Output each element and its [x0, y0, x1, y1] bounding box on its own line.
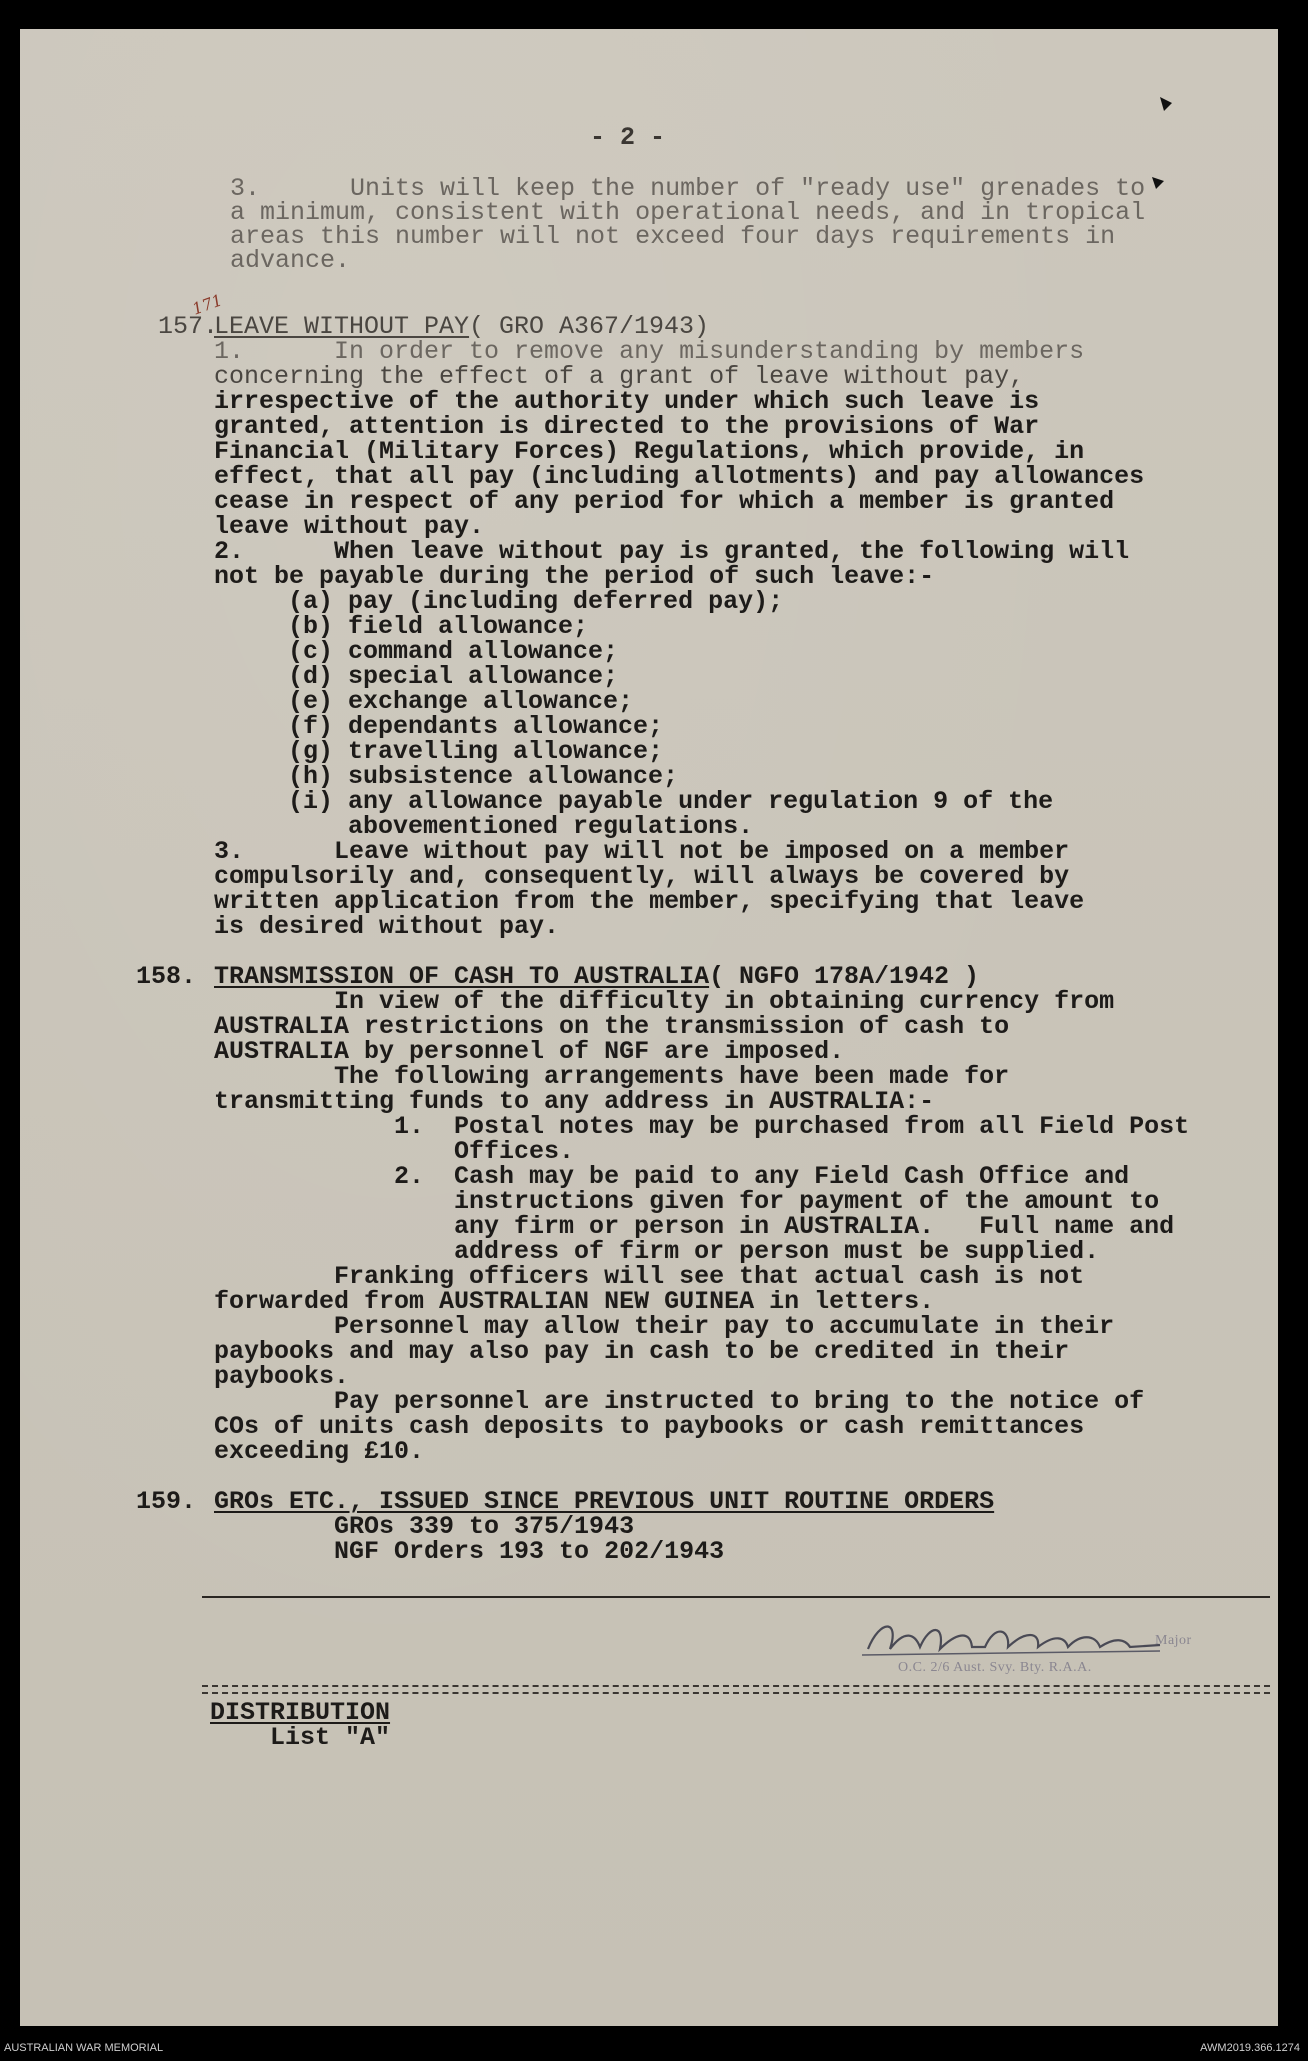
section-157-para1-line-2: concerning the effect of a grant of leave without pay, [214, 362, 1025, 391]
section-158-line-12: Franking officers will see that actual cash is not [214, 1262, 1085, 1291]
section-157-para1-line-6: effect, that all pay (including allotments) and pay allowances [214, 462, 1145, 491]
double-dashed-divider [202, 1685, 1270, 1694]
section-3-line-3: areas this number will not exceed four days requirements in [230, 222, 1116, 251]
list-item-i-cont: abovementioned regulations. [288, 812, 754, 841]
section-157-number: 157. [158, 312, 219, 341]
section-158-line-10: any firm or person in AUSTRALIA. Full name and [214, 1212, 1175, 1241]
section-159-line-1: GROs 339 to 375/1943 [214, 1512, 635, 1541]
page-number: - 2 - [590, 123, 666, 152]
document-page [20, 29, 1278, 2026]
section-157-para3-line-3: written application from the member, specifying that leave [214, 887, 1085, 916]
list-item-b: (b) field allowance; [288, 612, 589, 641]
section-157-para1-line-1: 1. In order to remove any misunderstanding by members [214, 337, 1085, 366]
handwritten-number: 171 [189, 290, 225, 319]
section-159-line-2: NGF Orders 193 to 202/1943 [214, 1537, 725, 1566]
section-157-ref: ( GRO A367/1943) [454, 312, 710, 341]
section-158-line-16: paybooks. [214, 1362, 350, 1391]
section-158-title: TRANSMISSION OF CASH TO AUSTRALIA [214, 962, 710, 991]
section-159-number: 159. [136, 1487, 197, 1516]
section-157-para1-line-7: cease in respect of any period for which a member is granted [214, 487, 1115, 516]
list-item-a: (a) pay (including deferred pay); [288, 587, 784, 616]
list-item-c: (c) command allowance; [288, 637, 619, 666]
ink-mark [1150, 89, 1190, 209]
list-item-i: (i) any allowance payable under regulation 9 of the [288, 787, 1054, 816]
list-item-e: (e) exchange allowance; [288, 687, 634, 716]
list-item-h: (h) subsistence allowance; [288, 762, 679, 791]
section-158-line-9: instructions given for payment of the amount to [214, 1187, 1160, 1216]
divider-line [202, 1596, 1270, 1598]
section-157-para2-line-1: 2. When leave without pay is granted, the following will [214, 537, 1130, 566]
section-157-para1-line-8: leave without pay. [214, 512, 485, 541]
section-158-line-5: transmitting funds to any address in AUSTRALIA:- [214, 1087, 935, 1116]
list-item-d: (d) special allowance; [288, 662, 619, 691]
section-157-para1-line-5: Financial (Military Forces) Regulations, which provide, in [214, 437, 1085, 466]
section-158-line-14: Personnel may allow their pay to accumulate in their [214, 1312, 1115, 1341]
list-item-g: (g) travelling allowance; [288, 737, 664, 766]
distribution-list: List "A" [210, 1723, 391, 1752]
section-158-line-17: Pay personnel are instructed to bring to the notice of [214, 1387, 1145, 1416]
section-158-line-6: 1. Postal notes may be purchased from all Field Post [214, 1112, 1190, 1141]
footer-left: AUSTRALIAN WAR MEMORIAL [4, 2042, 164, 2054]
section-158-line-13: forwarded from AUSTRALIAN NEW GUINEA in letters. [214, 1287, 935, 1316]
section-157-para3-line-4: is desired without pay. [214, 912, 560, 941]
section-158-line-7: Offices. [214, 1137, 575, 1166]
section-159-title: GROs ETC., ISSUED SINCE PREVIOUS UNIT ROUTINE ORDERS [214, 1487, 995, 1516]
section-3-line-4: advance. [230, 246, 351, 275]
section-158-line-15: paybooks and may also pay in cash to be credited in their [214, 1337, 1070, 1366]
section-158-line-4: The following arrangements have been made for [214, 1062, 1010, 1091]
distribution-title: DISTRIBUTION [210, 1698, 391, 1727]
footer-right: AWM2019.366.1274 [1200, 2042, 1300, 2054]
section-3-line-2: a minimum, consistent with operational needs, and in tropical [230, 198, 1146, 227]
section-157-para1-line-4: granted, attention is directed to the provisions of War [214, 412, 1040, 441]
section-158-line-2: AUSTRALIA restrictions on the transmission of cash to [214, 1012, 1010, 1041]
section-158-line-18: COs of units cash deposits to paybooks or cash remittances [214, 1412, 1085, 1441]
list-item-f: (f) dependants allowance; [288, 712, 664, 741]
signature-rank: Major [1155, 1633, 1192, 1648]
section-3-line-1: 3. Units will keep the number of "ready use" grenades to [230, 174, 1146, 203]
section-158-number: 158. [136, 962, 197, 991]
signature-unit: O.C. 2/6 Aust. Svy. Bty. R.A.A. [898, 1660, 1092, 1675]
section-158-line-11: address of firm or person must be supplied. [214, 1237, 1100, 1266]
section-157-para3-line-2: compulsorily and, consequently, will always be covered by [214, 862, 1070, 891]
section-158-line-19: exceeding £10. [214, 1437, 425, 1466]
section-157-title: LEAVE WITHOUT PAY [214, 312, 470, 341]
section-158-line-8: 2. Cash may be paid to any Field Cash Office and [214, 1162, 1130, 1191]
section-157-para2-line-2: not be payable during the period of such leave:- [214, 562, 935, 591]
section-157-para3-line-1: 3. Leave without pay will not be imposed on a member [214, 837, 1070, 866]
section-158-ref: ( NGFO 178A/1942 ) [694, 962, 980, 991]
section-157-para1-line-3: irrespective of the authority under which such leave is [214, 387, 1040, 416]
section-158-line-1: In view of the difficulty in obtaining currency from [214, 987, 1115, 1016]
section-158-line-3: AUSTRALIA by personnel of NGF are imposed. [214, 1037, 845, 1066]
